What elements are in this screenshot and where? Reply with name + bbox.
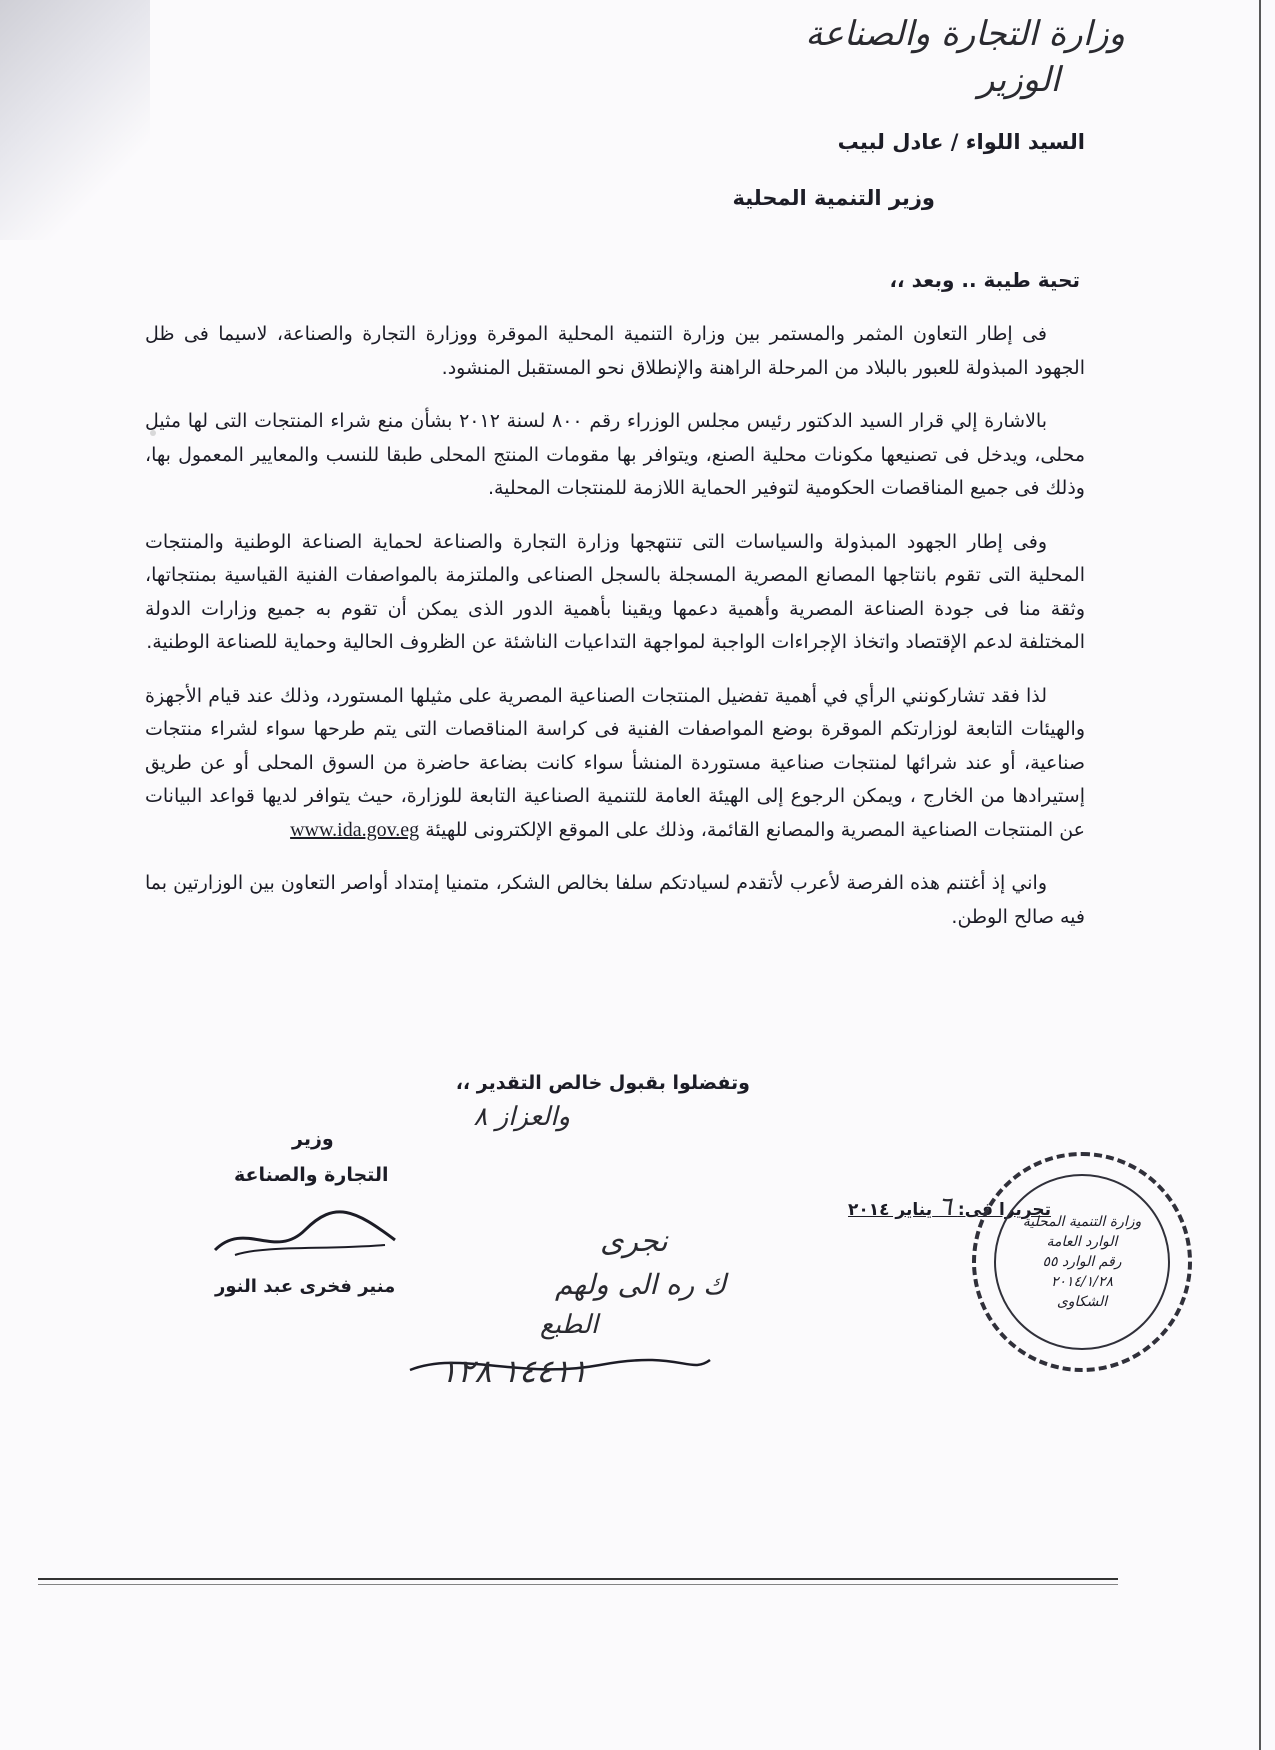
- scan-shadow: [0, 0, 150, 240]
- paragraph: واني إذ أغتنم هذه الفرصة لأعرب لأتقدم لسيادتكم سلفا بخالص الشكر، متمنيا إمتداد أواصر التعاون بين الوزارتين بما فيه صالح الوطن.: [145, 872, 1085, 928]
- stamp-inner: [994, 1174, 1170, 1350]
- paragraph: وفى إطار الجهود المبذولة والسياسات التى تنتهجها وزارة التجارة والصناعة لحماية الصناعة الوطنية والمنتجات المحلية التى تقوم بانتاجها المصانع المصرية المسجلة بالسجل الصناعى والملتزمة بالمواصفات الفنية القياسية بمنتجاتها، وثقة منا فى جودة الصناعة المصرية وأهمية دعمها ويقينا بأهمية الدور الذى يمكن أن تقوم به جميع وزارات الدولة المختلفة لدعم الإقتصاد واتخاذ الإجراءات الواجبة لمواجهة التداعيات الناشئة عن الظروف الحالية وحماية للصناعة الوطنية.: [145, 530, 1085, 653]
- annotation-note: الطبع: [540, 1310, 599, 1340]
- annotation-note: نجرى: [600, 1224, 668, 1259]
- letter-body: [145, 318, 1085, 954]
- handwritten-note: والعزاز ٨: [473, 1102, 570, 1132]
- closing-line: وتفضلوا بقبول خالص التقدير ،،: [455, 1072, 750, 1094]
- signatory-title: وزير: [292, 1128, 334, 1150]
- official-stamp: [972, 1152, 1192, 1372]
- stamp-line: رقم الوارد ٥٥: [1042, 1254, 1122, 1270]
- stamp-line: الشكاوى: [1056, 1294, 1108, 1310]
- annotation-note: ك ره الى ولهم: [555, 1268, 727, 1301]
- recipient-name: السيد اللواء / عادل لبيب: [837, 130, 1085, 154]
- stamp-line: وزارة التنمية المحلية: [1022, 1214, 1142, 1230]
- paragraph: [145, 680, 1085, 848]
- date-handwritten-day: ٦: [938, 1192, 952, 1222]
- stamp-line: الوارد العامة: [1046, 1234, 1118, 1250]
- bottom-rule: [38, 1584, 1118, 1585]
- recipient-title: وزير التنمية المحلية: [732, 186, 935, 210]
- letterhead-office: الوزير: [977, 60, 1060, 100]
- letterhead-ministry: وزارة التجارة والصناعة: [805, 14, 1125, 54]
- annotation-number: ١٤٤١١ ١٢٨: [440, 1352, 588, 1390]
- website-link[interactable]: www.ida.gov.eg: [290, 818, 420, 841]
- bottom-rule: [38, 1578, 1118, 1580]
- paragraph: فى إطار التعاون المثمر والمستمر بين وزارة التنمية المحلية الموقرة ووزارة التجارة والصناعة، لاسيما فى ظل الجهود المبذولة للعبور بالبلاد من المرحلة الراهنة والإنطلاق نحو المستقبل المنشود.: [145, 323, 1085, 379]
- signatory-ministry: التجارة والصناعة: [234, 1164, 389, 1186]
- date-month-year: يناير ٢٠١٤: [848, 1200, 933, 1220]
- paragraph-text: لذا فقد تشاركونني الرأي في أهمية تفضيل المنتجات الصناعية المصرية على مثيلها المستورد، وذلك عند قيام الأجهزة والهيئات التابعة لوزارتكم الموقرة بوضع المواصفات الفنية فى كراسة المناقصات التى يتم طرحها سواء لشراء منتجات صناعية، أو عند شرائها لمنتجات صناعية مستوردة المنشأ سواء كانت بضاعة حاضرة من السوق المحلى أو عن طريق إستيرادها من الخارج ، ويمكن الرجوع إلى الهيئة العامة للتنمية الصناعية التابعة للوزارة، حيث يتوافر لديها قواعد البيانات عن المنتجات الصناعية المصرية والمصانع القائمة، وذلك على الموقع الإلكترونى للهيئة: [145, 684, 1085, 841]
- signatory-name: منير فخرى عبد النور: [215, 1276, 396, 1297]
- signature-mark: [205, 1200, 405, 1270]
- greeting: تحية طيبة .. وبعد ،،: [889, 268, 1080, 292]
- stamp-line: ٢٠١٤/١/٢٨: [1050, 1274, 1114, 1290]
- date-label: تحريرا فى:: [957, 1200, 1051, 1220]
- paragraph: بالاشارة إلي قرار السيد الدكتور رئيس مجلس الوزراء رقم ٨٠٠ لسنة ٢٠١٢ بشأن منع شراء المنتجات التى لها مثيل محلى، ويدخل فى تصنيعها مكونات محلية الصنع، ويتوافر بها مقومات المنتج المحلى طبقا للنسب والمعايير المعمول بها، وذلك فى جميع المناقصات الحكومية لتوفير الحماية اللازمة للمنتجات المحلية.: [145, 410, 1085, 499]
- page-edge-line: [1259, 0, 1261, 1750]
